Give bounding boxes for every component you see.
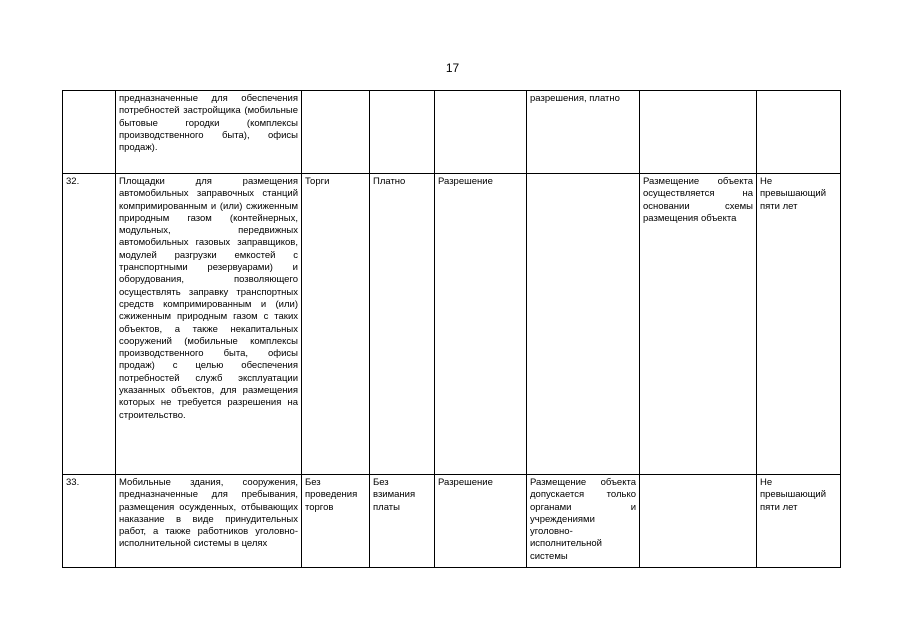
object-description: Площадки для размещения автомобильных заправочных станций компримированным и (или) сжиженным природным газом (контейнерных, модульных, передвижных автомобильных газовых заправщиков, модулей разгрузки емкостей с транспортными резервуарами) и оборудования, позволяющего осуществлять заправку транспортных средств компримированным и (или) сжиженным природным газом с таких объектов, а также некапитальных сооружений (мобильные комплексы производственного быта, офисы продаж) с целью обеспечения потребностей служб эксплуатации указанных объектов, для размещения которых не требуется разрешения на строительство. xyxy=(116,174,302,475)
row-number: 32. xyxy=(63,174,116,475)
procedure-cell: Без проведения торгов xyxy=(302,475,370,568)
condition-cell xyxy=(527,174,640,475)
object-description: предназначенные для обеспечения потребностей застройщика (мобильные бытовые городки (комплексы производственного быта), офисы продаж). xyxy=(116,91,302,174)
procedure-cell xyxy=(302,91,370,174)
placement-cell xyxy=(640,475,757,568)
page-number: 17 xyxy=(445,61,460,75)
term-cell: Не превышающий пяти лет xyxy=(757,475,841,568)
payment-cell: Платно xyxy=(370,174,435,475)
table-row xyxy=(63,174,841,475)
term-cell xyxy=(757,91,841,174)
table-row xyxy=(63,475,841,568)
placement-cell: Размещение объекта осуществляется на основании схемы размещения объекта xyxy=(640,174,757,475)
document-cell xyxy=(435,91,527,174)
placement-cell xyxy=(640,91,757,174)
row-number: 33. xyxy=(63,475,116,568)
row-number xyxy=(63,91,116,174)
payment-cell: Без взимания платы xyxy=(370,475,435,568)
condition-cell: разрешения, платно xyxy=(527,91,640,174)
procedure-cell: Торги xyxy=(302,174,370,475)
table-row xyxy=(63,91,841,174)
regulation-table xyxy=(62,90,841,568)
document-cell: Разрешение xyxy=(435,475,527,568)
document-cell: Разрешение xyxy=(435,174,527,475)
condition-cell: Размещение объекта допускается только органами и учреждениями уголовно-исполнительной системы xyxy=(527,475,640,568)
payment-cell xyxy=(370,91,435,174)
object-description: Мобильные здания, сооружения, предназначенные для пребывания, размещения осужденных, отбывающих наказание в виде принудительных работ, а также работников уголовно-исполнительной системы в целях xyxy=(116,475,302,568)
term-cell: Не превышающий пяти лет xyxy=(757,174,841,475)
